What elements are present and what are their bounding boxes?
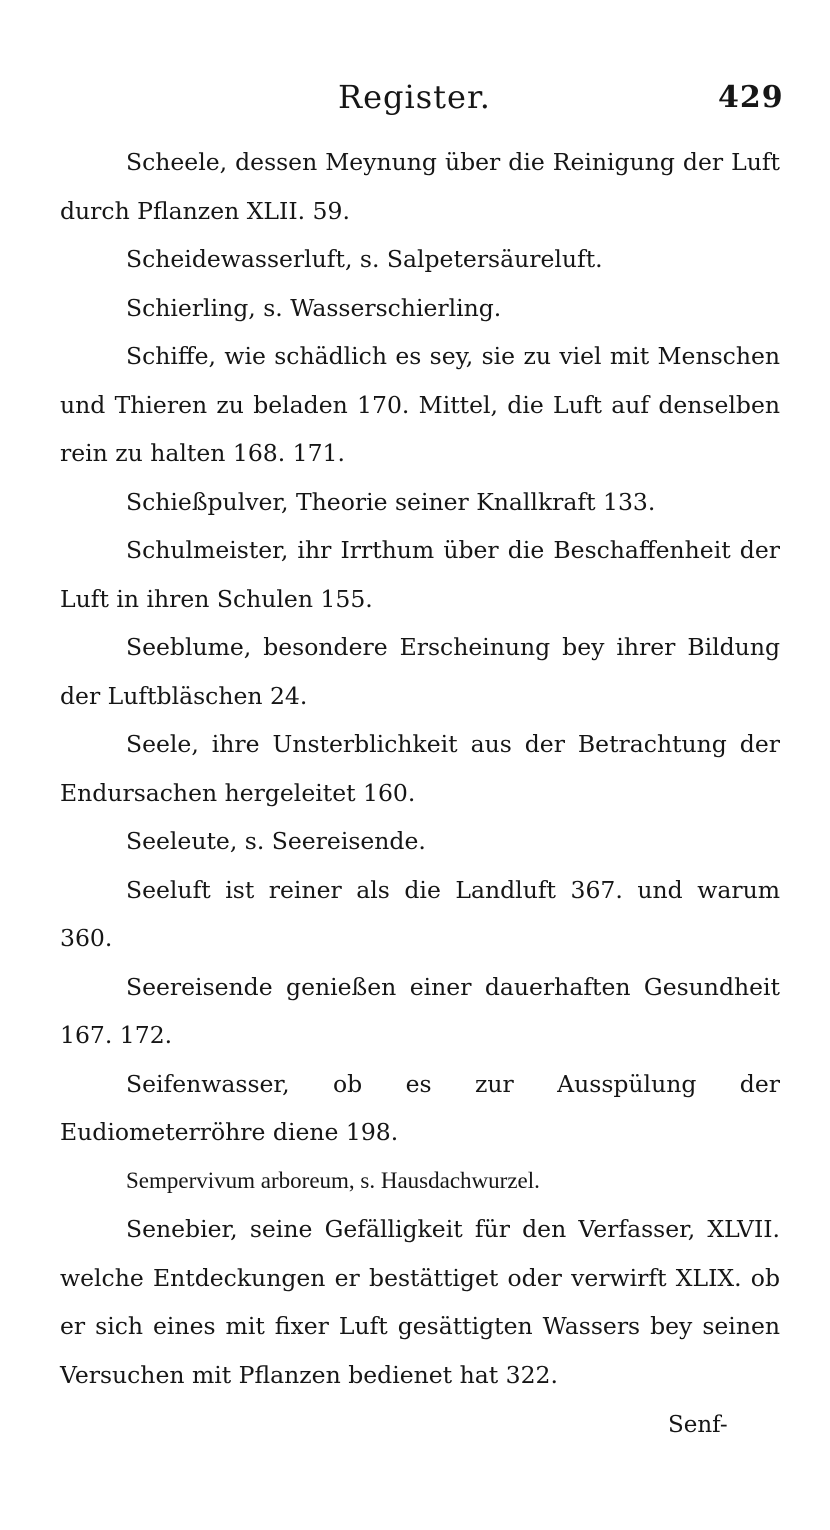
register-entry: Schießpulver, Theorie seiner Knallkraft 133. <box>126 487 656 516</box>
catchword: Senf- <box>668 1412 728 1438</box>
register-entry: Schierling, s. Wasserschierling. <box>126 293 502 322</box>
register-entry: Seeblume, besondere Erscheinung bey ihrer Bildung der Luftbläschen 24. <box>60 633 780 710</box>
register-entry: Seifenwasser, ob es zur Ausspülung der Eudiometerröhre diene 198. <box>60 1069 780 1146</box>
running-title: Register. <box>338 78 491 116</box>
register-entry: Schulmeister, ihr Irrthum über die Beschaffenheit der Luft in ihren Schulen 155. <box>60 536 780 613</box>
register-entry: Seeleute, s. Seereisende. <box>126 827 426 855</box>
register-entry: Seele, ihre Unsterblichkeit aus der Betrachtung der Endursachen hergeleitet 160. <box>60 730 780 807</box>
register-entry: Scheele, dessen Meynung über die Reinigung der Luft durch Pflanzen XLII. 59. <box>60 148 780 225</box>
register-entry: Scheidewasserluft, s. Salpetersäureluft. <box>126 245 603 273</box>
running-head <box>0 70 830 120</box>
register-entry: Sempervivum arboreum, s. Hausdachwurzel. <box>126 1167 540 1193</box>
register-entries <box>60 138 780 1399</box>
register-entry: Seereisende genießen einer dauerhaften Gesundheit 167. 172. <box>60 972 780 1049</box>
register-entry: Schiffe, wie schädlich es sey, sie zu viel mit Menschen und Thieren zu beladen 170. Mittel, die Luft auf denselben rein zu halten 168. 171. <box>60 342 780 467</box>
page-number: 429 <box>718 80 784 115</box>
register-entry: Seeluft ist reiner als die Landluft 367. und warum 360. <box>60 875 780 952</box>
register-entry: Senebier, seine Gefälligkeit für den Verfasser, XLVII. welche Entdeckungen er bestättiget oder verwirft XLIX. ob er sich eines mit fixer Luft gesättigten Wassers bey seinen Versuchen mit Pflanzen bedienet hat 322. <box>60 1215 780 1389</box>
